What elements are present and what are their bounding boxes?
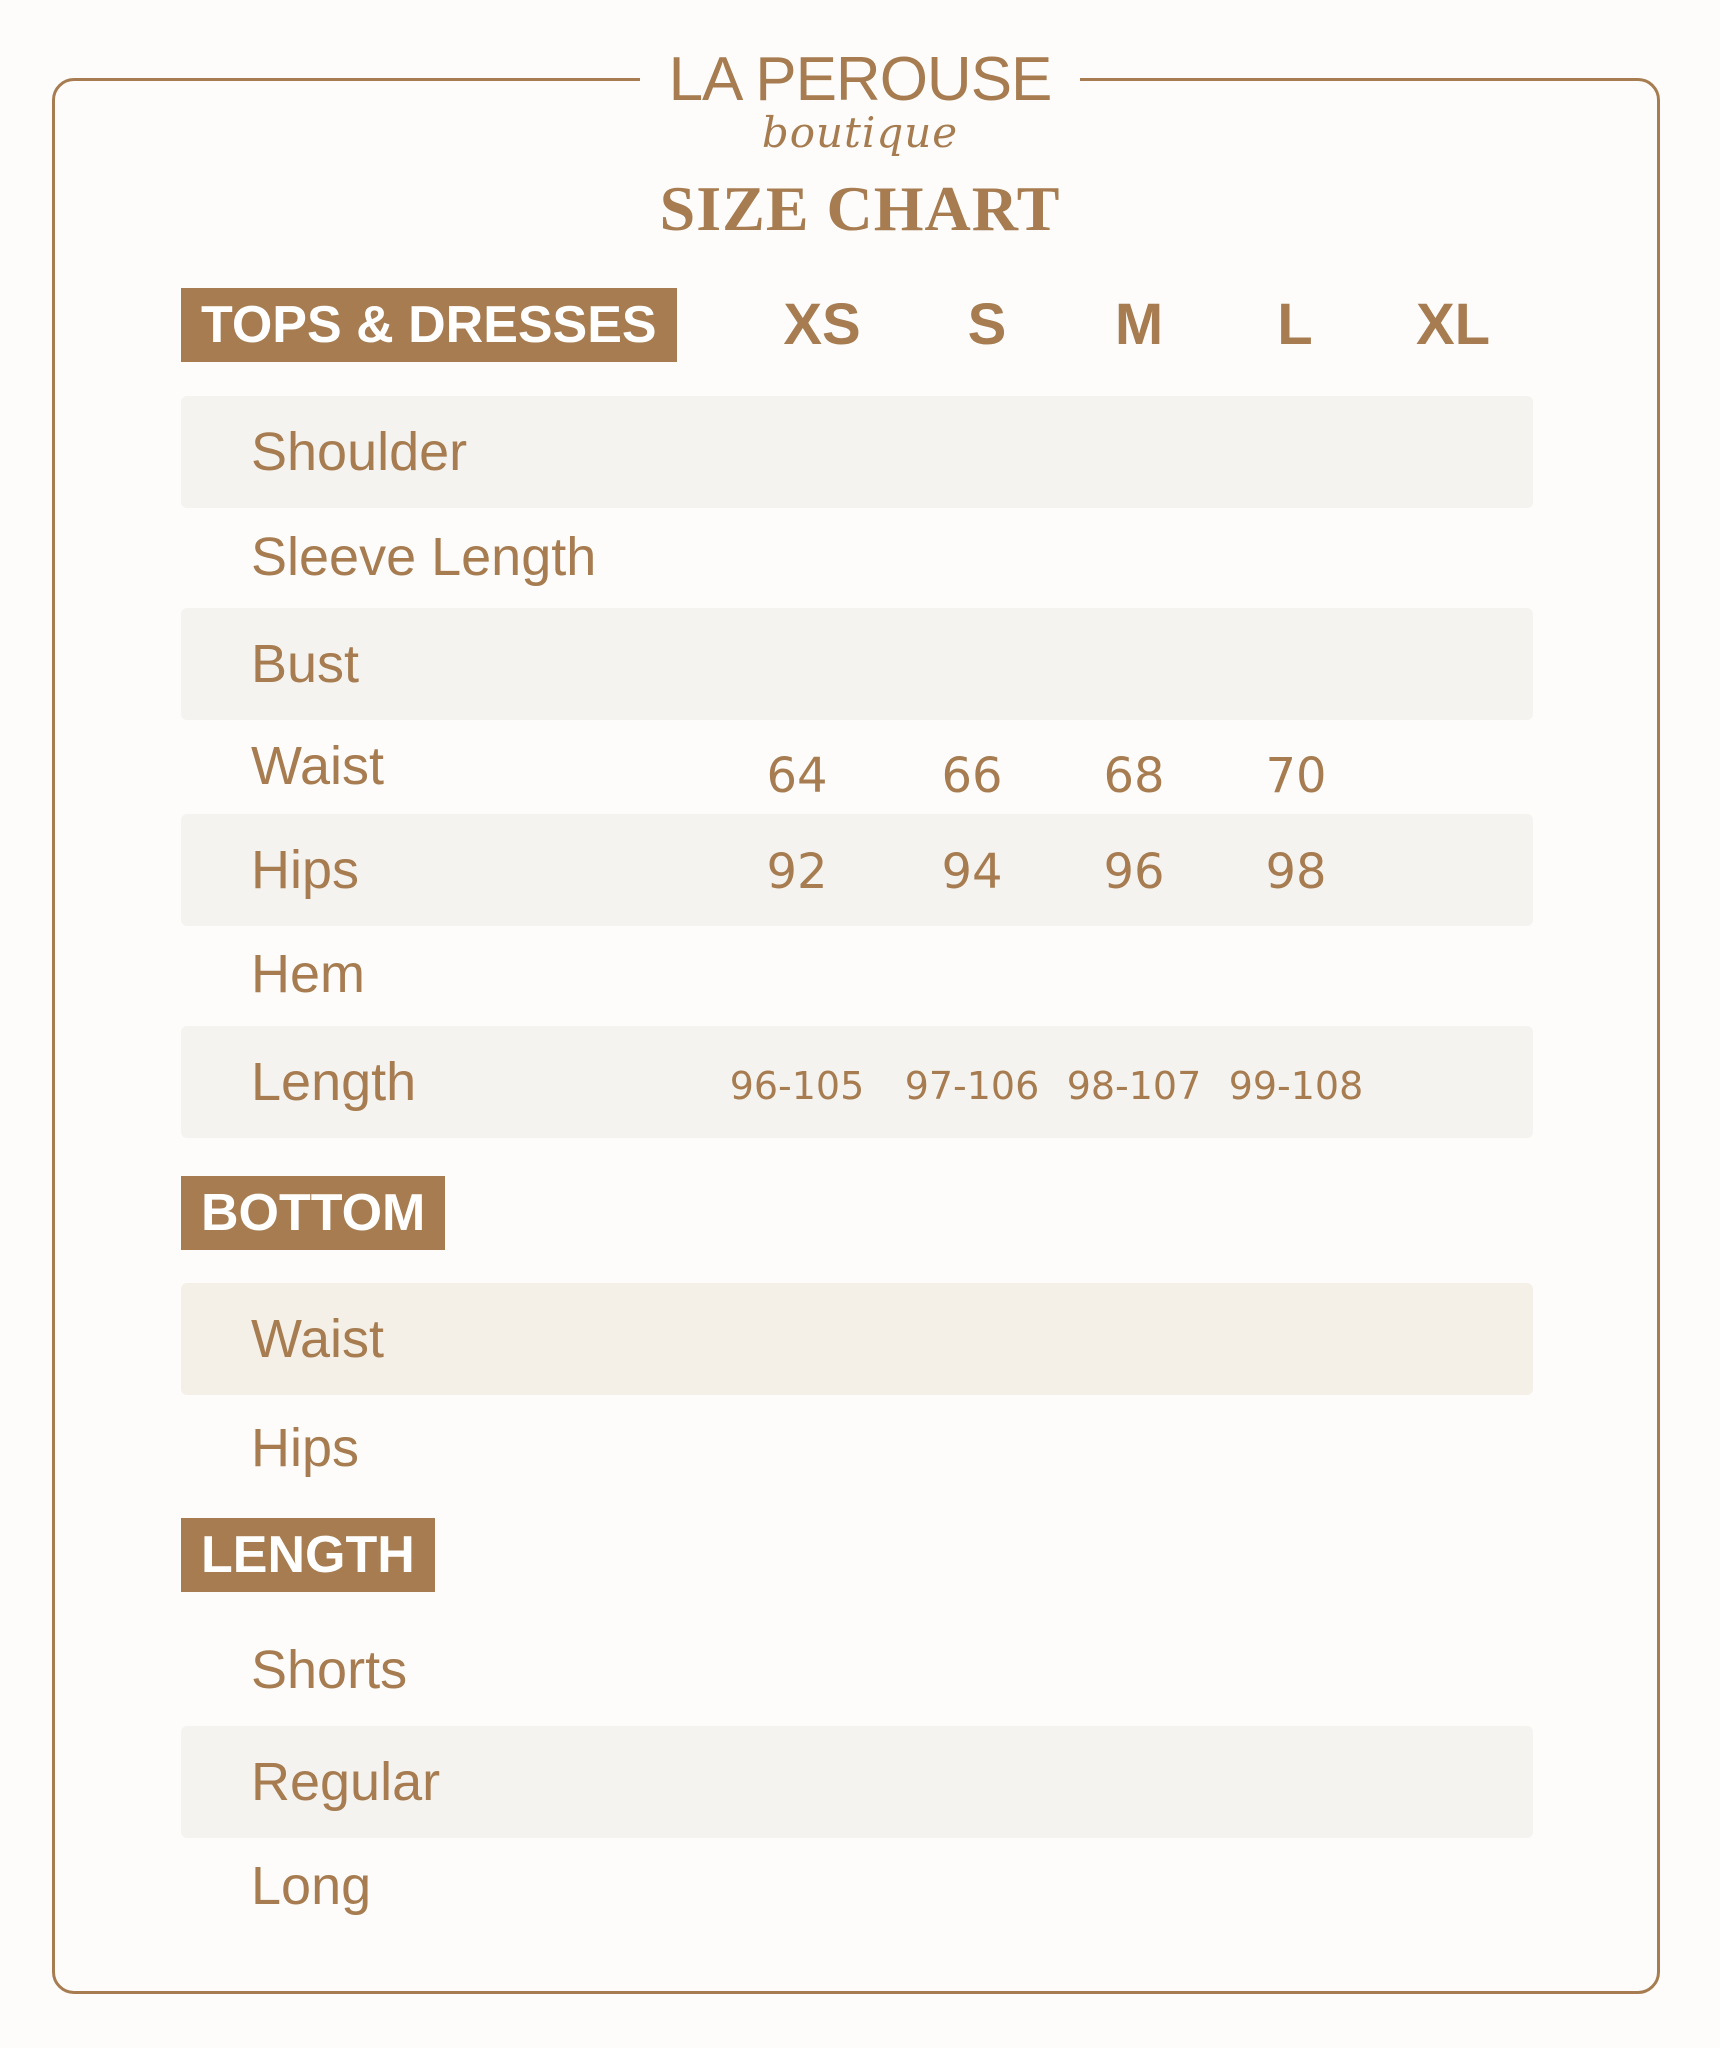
table-row-bottom-waist xyxy=(181,1283,1533,1395)
brand-name: LA PEROUSE xyxy=(668,45,1052,114)
table-row-hips xyxy=(181,814,1533,926)
size-header-s: S xyxy=(967,292,1007,357)
cell-waist-s: 66 xyxy=(941,748,1003,804)
size-header-m: M xyxy=(1114,292,1164,357)
table-row-bust xyxy=(181,608,1533,720)
cell-length-s: 97-106 xyxy=(904,1064,1040,1108)
table-row-shoulder xyxy=(181,396,1533,508)
brand-subname: boutique xyxy=(761,108,959,157)
table-row-sleeve-length xyxy=(181,501,1533,613)
row-label: Sleeve Length xyxy=(251,527,597,587)
page-title: SIZE CHART xyxy=(659,173,1061,244)
table-row-shorts xyxy=(181,1614,1533,1726)
cell-length-l: 99-108 xyxy=(1228,1064,1364,1108)
row-label: Hips xyxy=(251,840,360,900)
cell-hips-l: 98 xyxy=(1265,844,1327,900)
row-label: Length xyxy=(251,1052,417,1112)
table-row-regular xyxy=(181,1726,1533,1838)
cell-hips-s: 94 xyxy=(941,844,1003,900)
row-label: Shorts xyxy=(251,1640,408,1700)
cell-hips-m: 96 xyxy=(1103,844,1165,900)
section-label-bottom: BOTTOM xyxy=(181,1176,445,1250)
row-label: Hem xyxy=(251,944,366,1004)
cell-length-m: 98-107 xyxy=(1066,1064,1202,1108)
row-label: Long xyxy=(251,1856,372,1916)
cell-waist-l: 70 xyxy=(1265,748,1327,804)
table-row-waist xyxy=(181,710,1533,822)
size-header-xs: XS xyxy=(783,292,861,357)
table-row-length xyxy=(181,1026,1533,1138)
brand-logo xyxy=(640,30,1080,160)
cell-waist-m: 68 xyxy=(1103,748,1165,804)
table-row-bottom-hips xyxy=(181,1392,1533,1504)
row-label: Waist xyxy=(251,736,384,796)
row-label: Regular xyxy=(251,1752,441,1812)
size-header-xl: XL xyxy=(1415,292,1491,357)
cell-waist-xs: 64 xyxy=(766,748,828,804)
row-label: Shoulder xyxy=(251,422,468,482)
table-row-hem xyxy=(181,918,1533,1030)
row-label: Waist xyxy=(251,1309,384,1369)
cell-length-xs: 96-105 xyxy=(729,1064,865,1108)
section-label-tops-dresses: TOPS & DRESSES xyxy=(181,288,677,362)
cell-hips-xs: 92 xyxy=(766,844,828,900)
row-label: Bust xyxy=(251,634,360,694)
section-label-length: LENGTH xyxy=(181,1518,435,1592)
size-header-l: L xyxy=(1277,292,1313,357)
table-row-long xyxy=(181,1830,1533,1942)
row-label: Hips xyxy=(251,1418,360,1478)
